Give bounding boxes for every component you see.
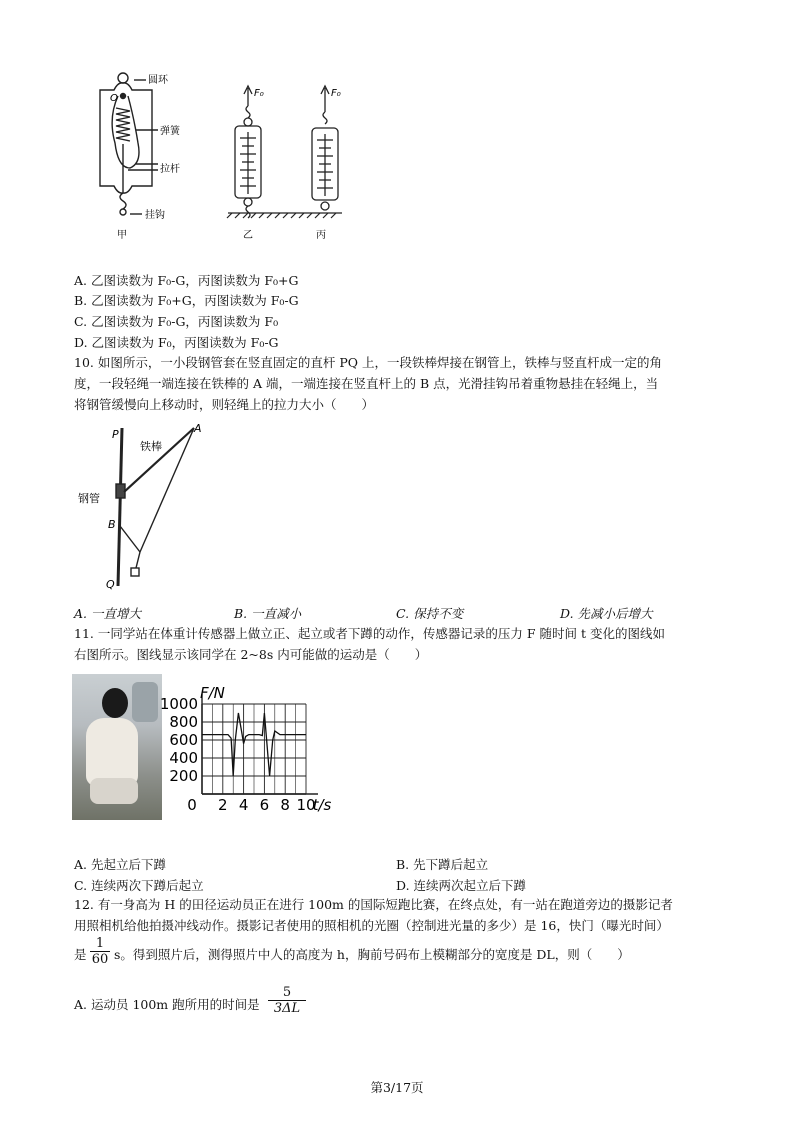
yi-caption: 乙 — [243, 230, 253, 241]
q10-option-d: D. 先减小后增大 — [560, 606, 653, 621]
x-tick-label: 0 — [187, 796, 197, 814]
q12-frac-den: 60 — [91, 952, 109, 967]
q11-line-1: 11. 一同学站在体重计传感器上做立正、起立或者下蹲的动作，传感器记录的压力 F 随时间 t 变化的图线如 — [74, 626, 665, 641]
force-time-chart — [159, 680, 344, 814]
fig-label-q: Q — [106, 578, 115, 591]
x-tick-label: 8 — [280, 796, 290, 814]
spring-balance-figure — [90, 68, 350, 243]
jia-rod-label: 拉杆 — [160, 164, 180, 175]
q10-option-c: C. 保持不变 — [396, 606, 464, 621]
jia-hook-label: 挂钩 — [145, 210, 165, 221]
q12-line-2: 用照相机给他拍摄冲线动作。摄影记者使用的照相机的光圈（控制进光量的多少）是 16，快门（曝光时间） — [74, 918, 669, 933]
q12-fraction — [90, 936, 110, 967]
balance-yi — [235, 86, 261, 218]
balance-jia — [100, 73, 158, 215]
jia-spring-label: 弹簧 — [160, 126, 180, 137]
q9-option-a: A. 乙图读数为 F₀-G，丙图读数为 F₀+G — [74, 273, 299, 288]
x-tick-label: 6 — [259, 796, 270, 814]
y-axis-label: F/N — [200, 684, 225, 702]
q12-opta-num: 5 — [282, 985, 292, 1000]
student-photo — [72, 674, 162, 820]
q11-option-c: C. 连续两次下蹲后起立 — [74, 878, 204, 893]
rod-tube-figure — [76, 420, 226, 592]
jia-o-label: O — [110, 93, 118, 104]
fig-label-rod: 铁棒 — [140, 440, 162, 453]
page-footer: 第3/17页 — [370, 1080, 424, 1095]
x-tick-label: 10 — [296, 796, 316, 814]
q10-option-b: B. 一直减小 — [234, 606, 302, 621]
q10-line-1: 10. 如图所示，一小段钢管套在竖直固定的直杆 PQ 上，一段铁棒焊接在钢管上，铁棒与竖直杆成一定的角 — [74, 355, 662, 370]
q10-line-3: 将钢管缓慢向上移动时，则轻绳上的拉力大小（ ） — [74, 397, 375, 412]
fig-label-tube: 钢管 — [78, 492, 100, 505]
q12-line-3-post: s。得到照片后，测得照片中人的高度为 h，胸前号码布上模糊部分的宽度是 DL，则（ ） — [114, 947, 630, 962]
fig-label-p: P — [112, 428, 119, 441]
balance-bing — [312, 86, 338, 210]
q12-opta-den: 3ΔL — [268, 1000, 306, 1016]
bing-force-label: F₀ — [331, 88, 341, 99]
x-axis-label: t/s — [312, 796, 332, 814]
ground — [227, 213, 342, 218]
q10-option-a: A. 一直增大 — [74, 606, 141, 621]
y-tick-label: 1000 — [159, 695, 198, 713]
q9-option-b: B. 乙图读数为 F₀+G，丙图读数为 F₀-G — [74, 293, 299, 308]
bing-caption: 丙 — [316, 230, 326, 241]
q11-option-a: A. 先起立后下蹲 — [74, 857, 166, 872]
y-tick-label: 200 — [169, 767, 198, 785]
q12-line-3-pre: 是 — [74, 947, 87, 962]
fig-label-b: B — [108, 518, 116, 531]
q9-option-d: D. 乙图读数为 F₀，丙图读数为 F₀-G — [74, 335, 279, 350]
q11-option-d: D. 连续两次起立后下蹲 — [396, 878, 527, 893]
x-tick-label: 2 — [218, 796, 228, 814]
q12-option-a-fraction — [268, 985, 306, 1016]
q9-option-c: C. 乙图读数为 F₀-G，丙图读数为 F₀ — [74, 314, 279, 329]
q11-option-b: B. 先下蹲后起立 — [396, 857, 489, 872]
x-tick-label: 4 — [238, 796, 249, 814]
y-tick-label: 600 — [169, 731, 198, 749]
q12-option-a: A. 运动员 100m 跑所用的时间是 — [74, 997, 260, 1012]
yi-force-label: F₀ — [254, 88, 264, 99]
q10-line-2: 度，一段轻绳一端连接在铁棒的 A 端，一端连接在竖直杆上的 B 点，光滑挂钩吊着重物悬挂在轻绳上，当 — [74, 376, 659, 391]
fig-label-a: A — [194, 422, 202, 435]
q12-frac-num: 1 — [95, 936, 105, 951]
y-tick-label: 400 — [169, 749, 198, 767]
q12-line-1: 12. 有一身高为 H 的田径运动员正在进行 100m 的国际短跑比赛，在终点处，有一站在跑道旁边的摄影记者 — [74, 897, 673, 912]
jia-caption: 甲 — [117, 230, 127, 241]
y-tick-label: 800 — [169, 713, 198, 731]
q11-line-2: 右图所示。图线显示该同学在 2~8s 内可能做的运动是（ ） — [74, 647, 428, 662]
jia-ring-label: 圆环 — [148, 75, 168, 86]
